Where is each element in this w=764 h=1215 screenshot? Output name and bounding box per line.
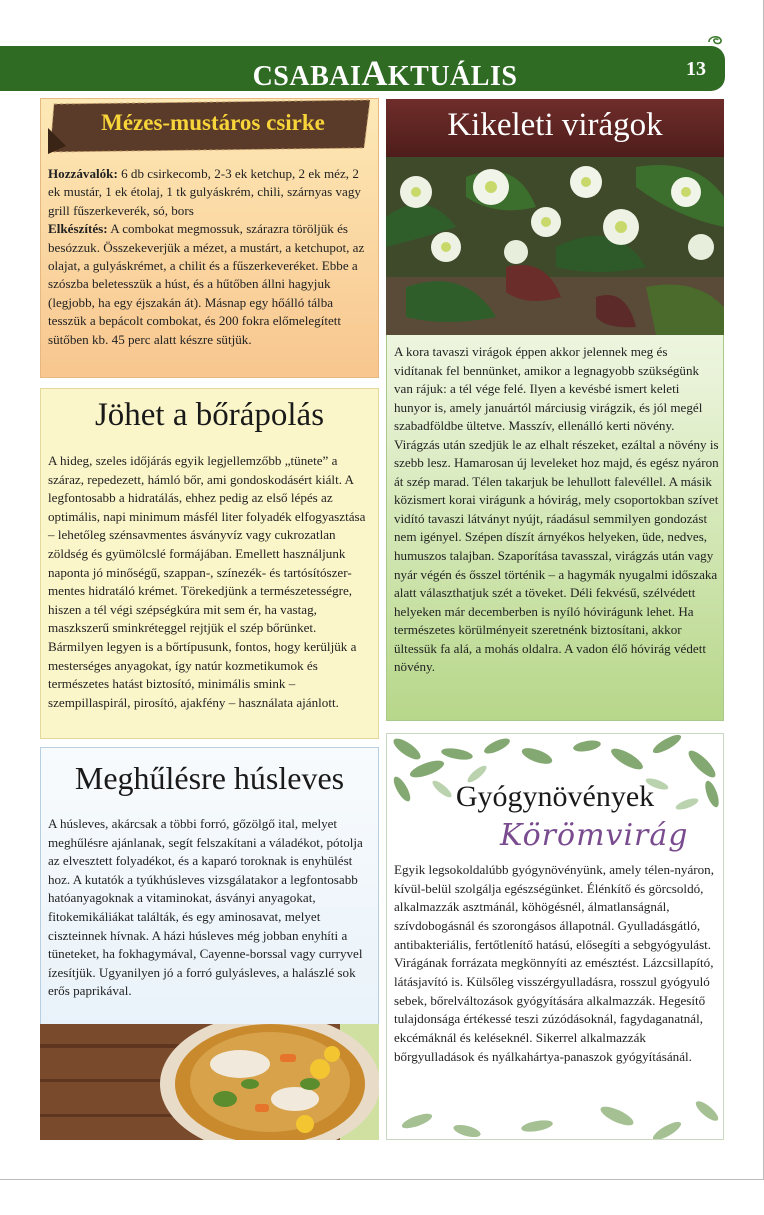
skin-care-title: Jöhet a bőrápolás — [94, 397, 325, 433]
skin-care-body: A hideg, szeles időjárás egyik legjellemzőbb „tünete” a száraz, repedezett, hámló bőr, ami gondoskodásért kiált. A legfontosabb a hidratálás, ehhez pedig az első lépés az optimális, napi minimum másfél liter folyadék elfogyasztása – lehetőleg szénsavmentes ásványvíz vagy cukrozatlan zöldség és gyümölcslé formájában. Emellett használjunk naponta jó minőségű, szappan-, színezék- és tartósítószer-mentes hidratáló krémet. Törekedjünk a természetességre, hiszen a tél végi szépségkúra mit sem ér, ha vastag, maszkszerű sminkréteggel rejtjük el szép bőrünket. Bármilyen legyen is a bőrtípusunk, fontos, hogy kerüljük a mesterséges anyagokat, így natúr kozmetikumok és természetes hatást biztosító, minimális smink – szempillaspirál, pirosító, ajakfény – használata ajánlott. — [48, 453, 366, 710]
page-number: 13 — [686, 58, 706, 80]
herbs-subtitle: Körömvirág — [500, 818, 689, 853]
spring-flowers-body: A kora tavaszi virágok éppen akkor jelennek meg és vidítanak fel bennünket, amikor a legnagyobb szükségünk van rájuk: a tél vége felé. Ilyen a kevésbé ismert keleti hunyor is, amely januártól márciusig virágzik, és jól megél szabadföldbe ültetve. Masszív, ellenálló kerti növény. Virágzás után szedjük le az elhalt részeket, ezáltal a növény is szebb lesz. Hamarosan új leveleket hoz majd, és egész nyáron át szép marad. Télen takarjuk be lehullott falevéllel. A másik közismert korai virágunk a hóvirág, mely csoportokban szívet vidító tavaszi látványt nyújt, ráadásul semmilyen gondozást nem igényel. Szépen díszít árnyékos helyeken, üde, nedves, humuszos talajban. Szaporítása tavasszal, virágzás után vagy nyár végén és ősszel történik – a hagymák nyugalmi időszaka alatt választhatjuk szét a töveket. Déli fekvésű, szélvédett helyeken már decemberben is nyíló hóvirágunk lehet. Ha természetes körülményeit szeretnénk biztosítani, akkor ültessük fa alá, a mohás oldalra. A vadon élő hóvirág védett növény. — [394, 344, 719, 675]
masthead — [0, 52, 764, 94]
leaf-decoration-bottom — [387, 1081, 724, 1140]
herbs-title: Gyógynövények — [455, 780, 655, 813]
masthead-initial: A — [361, 53, 388, 93]
herbs-body: Egyik legsokoldalúbb gyógynövényünk, amely télen-nyáron, kívül-belül szolgálja egészségünket. Élénkítő és görcsoldó, alkalmazzák asztmánál, köhögésnél, álmatlanságnál, szívdobogásnál és szorongásos állapotnál. Gyulladásgátló, antibakteriális, fertőtlenítő hatású, elősegíti a sebgyógyulást. Virágának forrázata megkönnyíti az emésztést. Lázcsillapító, látásjavító is. Külsőleg visszérgyulladásra, rosszul gyógyuló sebek, bőrelváltozások gyógyítására alkalmazzák. Hegesítő tulajdonsága értékessé teszi zúzódásoknál, fagydaganatnál, ekcémáknál és keléseknél. Sikerrel alkalmazzák bőrgyulladások és nyálkahártya-panaszok gyógyításánál. — [394, 862, 715, 1064]
masthead-part-1: CSABAI — [252, 61, 362, 92]
method-label: Elkészítés: — [48, 221, 108, 237]
ingredients-label: Hozzávalók: — [48, 166, 118, 181]
soup-title: Meghűlésre húsleves — [74, 760, 345, 796]
spring-flowers-title: Kikeleti virágok — [447, 107, 663, 143]
ingredients-text: 6 db csirkecomb, 2-3 ek ketchup, 2 ek méz, 2 ek mustár, 1 ek étolaj, 1 tk gulyáskrém, chili, szárnyas vagy grill fűszerkeverék, só, bors — [48, 166, 361, 218]
swirl-icon — [706, 33, 724, 47]
masthead-part-2: KTUÁLIS — [387, 61, 518, 92]
recipe-body — [48, 165, 373, 349]
recipe-title: Mézes-mustáros csirke — [101, 110, 325, 135]
soup-body: A húsleves, akárcsak a többi forró, gőzölgő ital, melyet meghűlésre ajánlanak, segít felszakítani a váladékot, pótolja az elvesztett folyadékot, és a kaparó toroknak is enyhülést hoz. A kutatók a tyúkhúsleves vizsgálatakor a legfontosabb hatóanyagoknak a vitaminokat, ásványi anyagokat, fitokemikáliákat találták, és egy aminosavat, melyet ciszteinnek hívnak. A házi húsleves még jobban enyhíti a tüneteket, ha fokhagymával, Cayenne-borssal vagy curryvel ízesítjük. Ugyanilyen jó a forró gulyásleves, a halászlé sok erős paprikával. — [48, 816, 363, 999]
hellebore-photo — [386, 157, 724, 335]
soup-photo — [40, 1024, 379, 1140]
method-text: A combokat megmossuk, szárazra töröljük és besózzuk. Összekeverjük a mézet, a mustárt, a ketchupot, az olajat, a gulyáskrémet, a chilit és a fűszerkeveréket. Ebbe a szószba beletesszük a húst, és a hűtőben állni hagyjuk (legjobb, ha egy éjszakán át). Másnap egy hőálló tálba tesszük a bepácolt combokat, és 200 fokra előmelegített sütőben kb. 45 perc alatt készre sütjük. — [48, 221, 365, 347]
